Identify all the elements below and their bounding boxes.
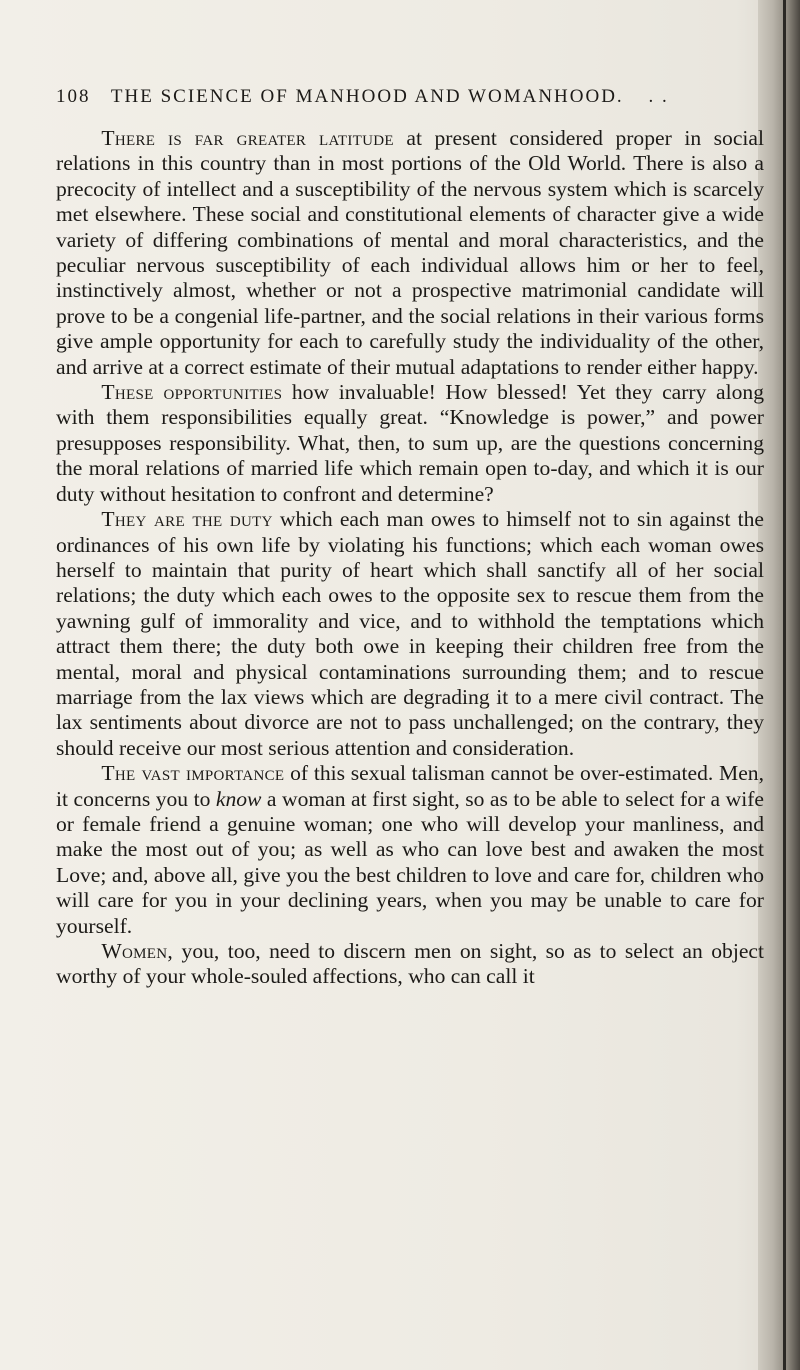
paragraph-latitude [56, 126, 764, 380]
page-gutter-shadow [758, 0, 800, 1370]
paragraph-text: at present considered proper in social relations in this country than in most portions of the Old World. There is also a precocity of intellect and a susceptibility of the nervous system which is scarcely met elsewhere. These social and constitutional elements of character give a wide variety of differing combinations of mental and moral characteristics, and the peculiar nervous susceptibility of each individual allows him or her to feel, instinctively almost, whether or not a prospective matrimonial candidate will prove to be a congenial life-partner, and the social relations in their various forms give ample opportunity for each to carefully study the individuality of the other, and arrive at a correct estimate of their mutual adaptations to render either happy. [56, 126, 765, 379]
page-number: 108 [56, 86, 91, 107]
page-body-text [56, 126, 764, 990]
header-trailing-marks: . . [648, 86, 669, 107]
paragraph-lead: The vast importance [101, 761, 285, 786]
binding-edge-line [783, 0, 786, 1370]
running-title: THE SCIENCE OF MANHOOD AND WOMANHOOD. [110, 86, 624, 107]
paragraph-duty [56, 507, 764, 761]
running-header [56, 86, 756, 108]
paragraph-women [56, 939, 764, 990]
paragraph-lead: These opportunities [101, 380, 283, 405]
paragraph-importance [56, 761, 764, 939]
paragraph-opportunities [56, 380, 764, 507]
paragraph-text: of this sexual talisman cannot be over-estimated. Men, it concerns you to [56, 761, 764, 811]
paragraph-lead: There is far greater latitude [101, 126, 394, 150]
paragraph-text: how invaluable! How blessed! Yet they carry along with them responsibilities equally great. “Knowledge is power,” and power presupposes responsibility. What, then, to sum up, are the questions concerning the moral relations of married life which remain open to-day, and which it is our duty without hesitation to confront and determine? [56, 380, 764, 506]
paragraph-text-continued: a woman at first sight, so as to be able to select for a wife or female friend a genuine woman; one who will develop your manliness, and make the most out of you; as well as who can love best and awaken the most Love; and, above all, give you the best children to love and care for, children who will care for you in your declining years, when you may be unable to care for yourself. [56, 786, 764, 938]
paragraph-lead: They are the duty [101, 507, 273, 532]
emphasized-word: know [215, 786, 262, 811]
paragraph-text: which each man owes to himself not to sin against the ordinances of his own life by violating his functions; which each woman owes herself to maintain that purity of heart which shall sanctify all of her social relations; the duty which each owes to the opposite sex to rescue them from the yawning gulf of immorality and vice, and to withhold the temptations which attract them there; the duty both owe in keeping their children free from the mental, moral and physical contaminations surrounding them; and to rescue marriage from the lax views which are degrading it to a mere civil contract. The lax sentiments about divorce are not to pass unchallenged; on the contrary, they should receive our most serious attention and consideration. [56, 507, 764, 760]
paragraph-text: you, too, need to discern men on sight, so as to select an object worthy of your whole-souled affections, who can call it [56, 939, 764, 989]
paragraph-lead: Women, [101, 939, 174, 963]
